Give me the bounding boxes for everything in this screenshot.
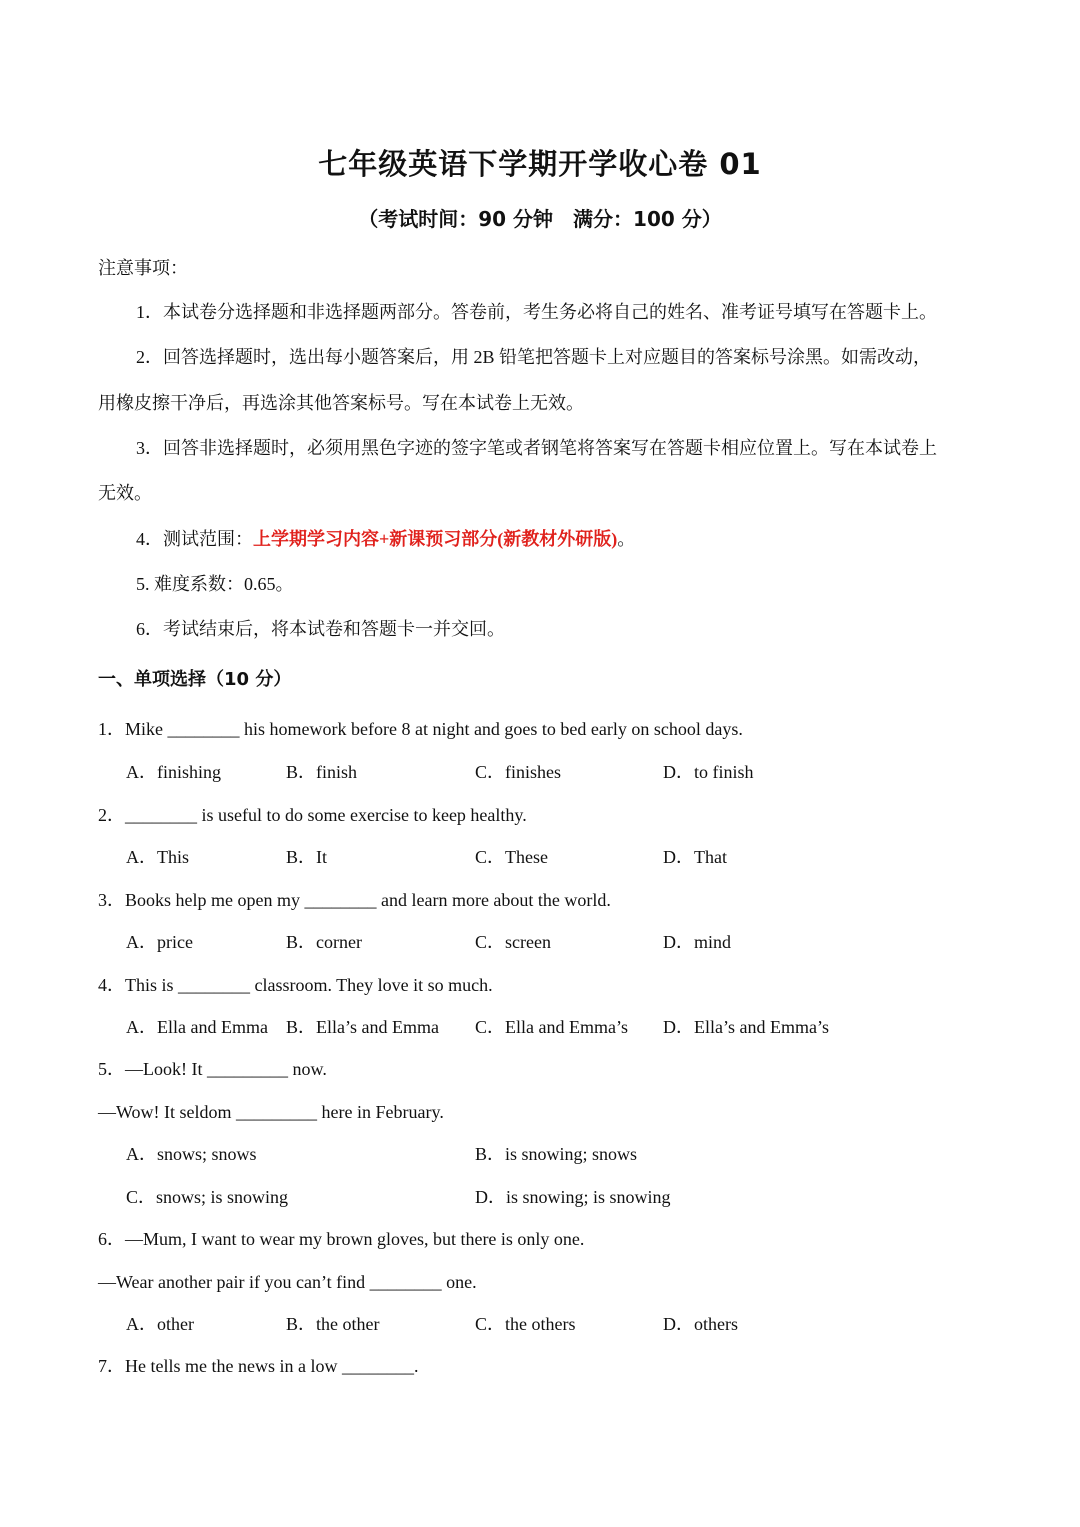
question-6-stem-1: 6．—Mum, I want to wear my brown gloves, but there is only one. bbox=[98, 1229, 585, 1249]
question-5-option-d: D．is snowing; is snowing bbox=[475, 1187, 671, 1207]
question-2-option-c: C．These bbox=[475, 847, 548, 867]
notice-item-4-suffix: 。 bbox=[617, 529, 636, 549]
question-7-stem: 7．He tells me the news in a low ________. bbox=[98, 1356, 419, 1376]
notice-item-2-line-2: 用橡皮擦干净后，再选涂其他答案标号。写在本试卷上无效。 bbox=[98, 393, 584, 413]
question-1-stem: 1．Mike ________ his homework before 8 at night and goes to bed early on school days. bbox=[98, 719, 743, 739]
notice-item-2-line-1: 2．回答选择题时，选出每小题答案后，用 2B 铅笔把答题卡上对应题目的答案标号涂黑。如需改动， bbox=[136, 347, 932, 367]
question-6-option-a: A．other bbox=[126, 1314, 194, 1334]
question-5-option-a: A．snows; snows bbox=[126, 1144, 257, 1164]
notice-heading: 注意事项： bbox=[98, 258, 188, 278]
notice-item-4 bbox=[136, 527, 635, 551]
question-2-stem: 2．________ is useful to do some exercise to keep healthy. bbox=[98, 805, 527, 825]
notice-item-1: 1．本试卷分选择题和非选择题两部分。答卷前，考生务必将自己的姓名、准考证号填写在答题卡上。 bbox=[136, 302, 937, 322]
test-scope-highlight: 上学期学习内容+新课预习部分(新教材外研版) bbox=[253, 529, 618, 549]
notice-item-5: 5. 难度系数：0.65。 bbox=[136, 574, 294, 594]
question-4-option-d: D．Ella’s and Emma’s bbox=[663, 1017, 829, 1037]
question-6-stem-2: —Wear another pair if you can’t find ________ one. bbox=[98, 1272, 477, 1292]
question-5-stem-1: 5．—Look! It _________ now. bbox=[98, 1059, 327, 1079]
exam-subtitle: （考试时间：90 分钟 满分：100 分） bbox=[358, 207, 722, 231]
question-5-option-b: B．is snowing; snows bbox=[475, 1144, 638, 1164]
notice-item-6: 6．考试结束后，将本试卷和答题卡一并交回。 bbox=[136, 619, 505, 639]
question-1-option-a: A．finishing bbox=[126, 762, 222, 782]
question-4-option-c: C．Ella and Emma’s bbox=[475, 1017, 628, 1037]
question-1-option-b: B．finish bbox=[286, 762, 358, 782]
question-3-option-b: B．corner bbox=[286, 932, 362, 952]
question-3-option-d: D．mind bbox=[663, 932, 732, 952]
question-6-option-c: C．the others bbox=[475, 1314, 576, 1334]
notice-item-3-line-1: 3．回答非选择题时，必须用黑色字迹的签字笔或者钢笔将答案写在答题卡相应位置上。写在本试卷上 bbox=[136, 438, 937, 458]
question-1-option-d: D．to finish bbox=[663, 762, 754, 782]
section-1-title: 一、单项选择（10 分） bbox=[98, 669, 292, 690]
question-3-stem: 3．Books help me open my ________ and learn more about the world. bbox=[98, 890, 611, 910]
question-2-option-a: A．This bbox=[126, 847, 189, 867]
notice-item-4-prefix: 4．测试范围： bbox=[136, 529, 253, 549]
question-5-option-c: C．snows; is snowing bbox=[126, 1187, 289, 1207]
question-4-option-a: A．Ella and Emma bbox=[126, 1017, 268, 1037]
question-4-option-b: B．Ella’s and Emma bbox=[286, 1017, 439, 1037]
question-4-stem: 4．This is ________ classroom. They love it so much. bbox=[98, 975, 493, 995]
question-6-option-b: B．the other bbox=[286, 1314, 380, 1334]
exam-title: 七年级英语下学期开学收心卷 01 bbox=[318, 147, 762, 181]
question-3-option-c: C．screen bbox=[475, 932, 551, 952]
question-6-option-d: D．others bbox=[663, 1314, 738, 1334]
question-5-stem-2: —Wow! It seldom _________ here in February. bbox=[98, 1102, 444, 1122]
question-2-option-b: B．It bbox=[286, 847, 328, 867]
question-2-option-d: D．That bbox=[663, 847, 727, 867]
notice-item-3-line-2: 无效。 bbox=[98, 483, 152, 503]
question-3-option-a: A．price bbox=[126, 932, 193, 952]
question-1-option-c: C．finishes bbox=[475, 762, 562, 782]
